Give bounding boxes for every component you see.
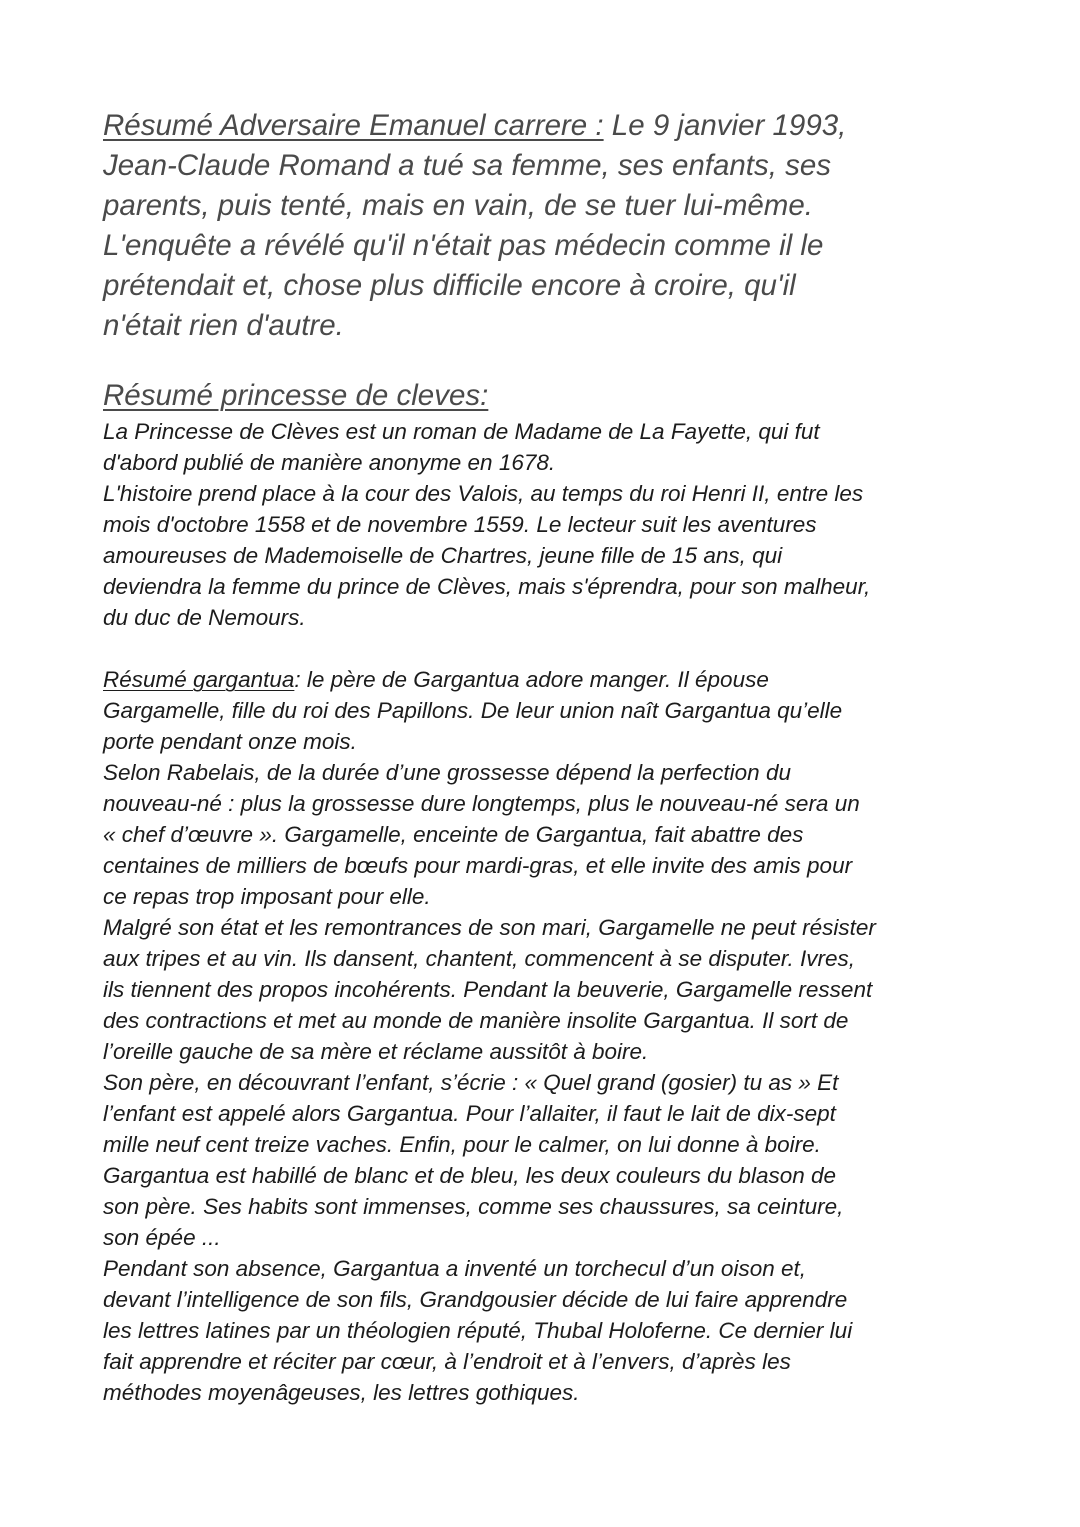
gargantua-line: porte pendant onze mois. xyxy=(103,729,357,754)
gargantua-line: aux tripes et au vin. Ils dansent, chantent, commencent à se disputer. Ivres, xyxy=(103,946,856,971)
adversaire-line: Le 9 janvier 1993, xyxy=(603,109,847,142)
cleves-line: L'histoire prend place à la cour des Valois, au temps du roi Henri II, entre les xyxy=(103,481,864,506)
gargantua-summary xyxy=(103,664,1003,1408)
gargantua-line: Gargantua est habillé de blanc et de bleu, les deux couleurs du blason de xyxy=(103,1163,837,1188)
gargantua-first-line xyxy=(103,664,1003,695)
cleves-line: du duc de Nemours. xyxy=(103,605,306,630)
gargantua-heading: Résumé gargantua xyxy=(103,667,295,692)
gargantua-line: centaines de milliers de bœufs pour mardi-gras, et elle invite des amis pour xyxy=(103,853,853,878)
gargantua-line: Malgré son état et les remontrances de son mari, Gargamelle ne peut résister xyxy=(103,915,876,940)
cleves-line: La Princesse de Clèves est un roman de Madame de La Fayette, qui fut xyxy=(103,419,820,444)
gargantua-line: nouveau-né : plus la grossesse dure longtemps, plus le nouveau-né sera un xyxy=(103,791,860,816)
gargantua-line: son père. Ses habits sont immenses, comme ses chaussures, sa ceinture, xyxy=(103,1194,844,1219)
gargantua-line: Pendant son absence, Gargantua a inventé un torchecul d’un oison et, xyxy=(103,1256,806,1281)
gargantua-line: fait apprendre et réciter par cœur, à l’endroit et à l’envers, d’après les xyxy=(103,1349,791,1374)
cleves-line: mois d'octobre 1558 et de novembre 1559. Le lecteur suit les aventures xyxy=(103,512,817,537)
gargantua-line: l’oreille gauche de sa mère et réclame aussitôt à boire. xyxy=(103,1039,649,1064)
gargantua-line: « chef d’œuvre ». Gargamelle, enceinte de Gargantua, fait abattre des xyxy=(103,822,804,847)
gargantua-line: son épée ... xyxy=(103,1225,221,1250)
gargantua-line: devant l’intelligence de son fils, Grandgousier décide de lui faire apprendre xyxy=(103,1287,848,1312)
document-page xyxy=(103,106,1003,1408)
adversaire-line: parents, puis tenté, mais en vain, de se tuer lui-même. xyxy=(103,189,813,222)
cleves-line: amoureuses de Mademoiselle de Chartres, jeune fille de 15 ans, qui xyxy=(103,543,783,568)
adversaire-line: prétendait et, chose plus difficile encore à croire, qu'il xyxy=(103,269,796,302)
gargantua-line: méthodes moyenâgeuses, les lettres gothiques. xyxy=(103,1380,580,1405)
gargantua-line: des contractions et met au monde de manière insolite Gargantua. Il sort de xyxy=(103,1008,849,1033)
cleves-summary xyxy=(103,416,1003,633)
gargantua-line: Gargamelle, fille du roi des Papillons. De leur union naît Gargantua qu’elle xyxy=(103,698,843,723)
adversaire-line: n'était rien d'autre. xyxy=(103,309,344,342)
gargantua-line: : le père de Gargantua adore manger. Il épouse xyxy=(294,667,769,692)
cleves-line: d'abord publié de manière anonyme en 1678. xyxy=(103,450,556,475)
gargantua-line: Son père, en découvrant l’enfant, s’écrie : « Quel grand (gosier) tu as » Et xyxy=(103,1070,839,1095)
gargantua-line: mille neuf cent treize vaches. Enfin, pour le calmer, on lui donne à boire. xyxy=(103,1132,821,1157)
adversaire-line: L'enquête a révélé qu'il n'était pas médecin comme il le xyxy=(103,229,824,262)
cleves-heading: Résumé princesse de cleves: xyxy=(103,379,489,412)
adversaire-heading: Résumé Adversaire Emanuel carrere : xyxy=(103,109,604,142)
gargantua-line: ils tiennent des propos incohérents. Pendant la beuverie, Gargamelle ressent xyxy=(103,977,873,1002)
cleves-line: deviendra la femme du prince de Clèves, mais s'éprendra, pour son malheur, xyxy=(103,574,871,599)
adversaire-first-line xyxy=(103,106,1003,146)
gargantua-line: les lettres latines par un théologien réputé, Thubal Holoferne. Ce dernier lui xyxy=(103,1318,853,1343)
gargantua-line: Selon Rabelais, de la durée d’une grossesse dépend la perfection du xyxy=(103,760,791,785)
gargantua-line: l’enfant est appelé alors Gargantua. Pour l’allaiter, il faut le lait de dix-sept xyxy=(103,1101,836,1126)
gargantua-line: ce repas trop imposant pour elle. xyxy=(103,884,431,909)
adversaire-line: Jean-Claude Romand a tué sa femme, ses enfants, ses xyxy=(103,149,832,182)
adversaire-summary xyxy=(103,106,1003,346)
